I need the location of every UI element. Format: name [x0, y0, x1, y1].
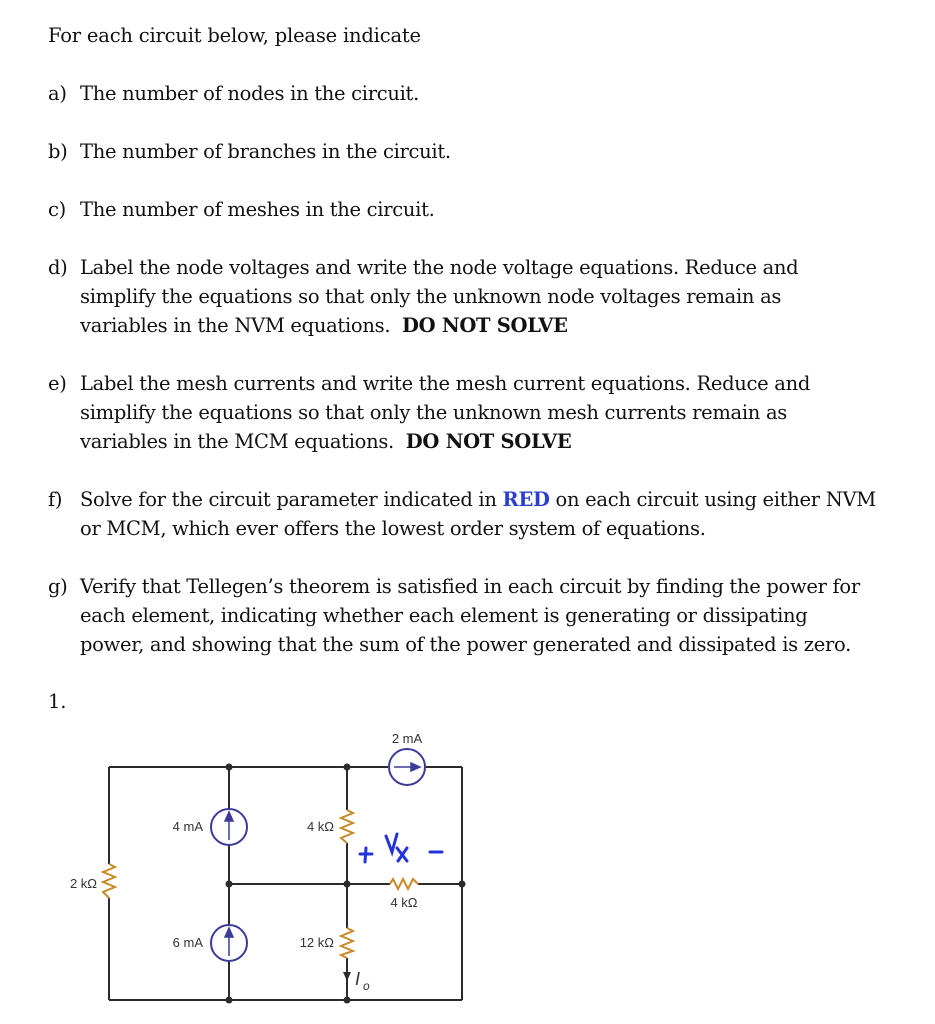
svg-text:4 kΩ: 4 kΩ — [306, 819, 334, 834]
red-highlight: RED — [502, 488, 550, 511]
item-text: The number of meshes in the circuit. — [80, 198, 435, 221]
item-text: variables in the NVM equations. DO NOT SOLVE — [80, 314, 568, 337]
item-label: g) — [48, 575, 68, 598]
svg-text:2 kΩ: 2 kΩ — [69, 876, 97, 891]
item-text: Solve for the circuit parameter indicated in RED on each circuit using either NVM — [80, 488, 876, 511]
resistor-12k — [341, 928, 353, 958]
item-label: f) — [48, 488, 63, 511]
item-text: Label the mesh currents and write the mesh current equations. Reduce and — [80, 372, 811, 395]
svg-text:4 mA: 4 mA — [172, 819, 203, 834]
do-not-solve: DO NOT SOLVE — [405, 430, 572, 453]
item-label: b) — [48, 140, 68, 163]
svg-text:4 kΩ: 4 kΩ — [390, 895, 418, 910]
intro-text: For each circuit below, please indicate — [48, 24, 421, 47]
item-text: each element, indicating whether each element is generating or dissipating — [80, 604, 808, 627]
problem-number: 1. — [48, 690, 67, 713]
svg-text:12 kΩ: 12 kΩ — [299, 935, 334, 950]
item-text: or MCM, which ever offers the lowest order system of equations. — [80, 517, 706, 540]
item-text: The number of nodes in the circuit. — [80, 82, 419, 105]
resistor-4k-vertical — [341, 810, 353, 843]
item-text: variables in the MCM equations. DO NOT SOLVE — [80, 430, 572, 453]
item-label: e) — [48, 372, 67, 395]
item-text: power, and showing that the sum of the power generated and dissipated is zero. — [80, 633, 851, 656]
item-label: a) — [48, 82, 67, 105]
item-label: c) — [48, 198, 66, 221]
vx-annotation — [360, 834, 442, 862]
resistor-4k-horizontal — [390, 879, 418, 889]
item-text: Label the node voltages and write the node voltage equations. Reduce and — [80, 256, 799, 279]
svg-text:I: I — [355, 969, 361, 989]
item-text: simplify the equations so that only the unknown mesh currents remain as — [80, 401, 787, 424]
svg-text:o: o — [363, 979, 370, 993]
resistor-2k — [103, 864, 115, 898]
do-not-solve: DO NOT SOLVE — [402, 314, 568, 337]
item-label: d) — [48, 256, 68, 279]
arrow-down-icon — [343, 972, 351, 981]
item-text: The number of branches in the circuit. — [80, 140, 451, 163]
svg-text:6 mA: 6 mA — [172, 935, 203, 950]
item-text: simplify the equations so that only the unknown node voltages remain as — [80, 285, 782, 308]
svg-text:2 mA: 2 mA — [391, 731, 423, 746]
item-text: Verify that Tellegen’s theorem is satisfied in each circuit by finding the power for — [80, 575, 860, 598]
